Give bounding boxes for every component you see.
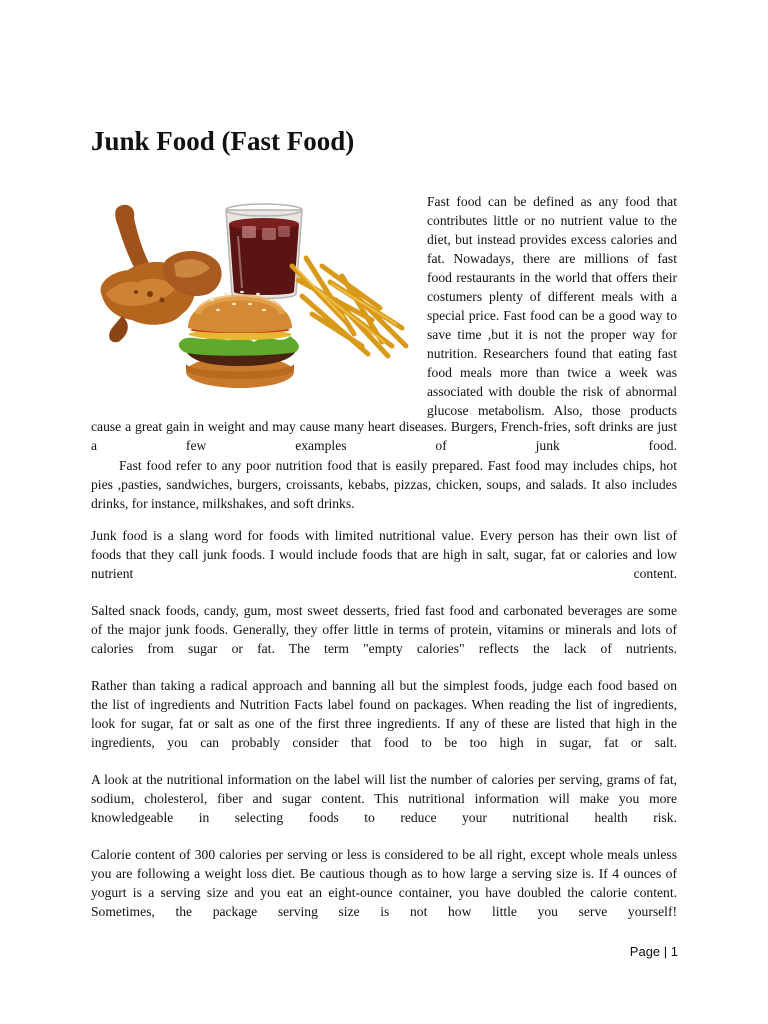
text-line: sodium, cholesterol, fiber and sugar content. This nutritional information will make you more [91,791,677,806]
text-line: knowledgeable in selecting foods to reduce your nutritional health risk. [91,810,677,825]
text-line: drinks, for instance, milkshakes, and soft drinks. [91,496,355,511]
page-number: Page | 1 [629,944,678,959]
text-line: diet, but instead provides excess calories and [427,232,677,247]
text-line: Salted snack foods, candy, gum, most sweet desserts, fried fast food and carbonated beverages are some [91,603,677,618]
text-line: associated with double the risk of abnormal [427,384,677,399]
text-line: yogurt is a serving size and you eat an eight-ounce container, you have doubled the calorie content. [91,885,677,900]
text-line: foods that they call junk foods. I would include foods that are high in salt, sugar, fat or calories and low [91,547,677,562]
cola-glass-icon [226,204,302,299]
text-line: pies ,pasties, sandwiches, burgers, croissants, kebabs, pizzas, chicken, soups, and salads. It also includes [91,477,677,492]
text-line: nutrition. Researchers found that eating fast [427,346,677,361]
text-line: glucose metabolism. Also, those products [427,403,677,418]
french-fries-icon [292,258,406,356]
text-line: Fast food can be defined as any food that [427,194,677,209]
text-line: Sometimes, the package serving size is not how little you serve yourself! [91,904,677,919]
fast-food-illustration [92,196,414,396]
text-line: calories from sugar or fat. The term "empty calories" reflects the lack of nutrients. [91,641,677,656]
text-line: nutrient content. [91,566,677,581]
text-line: of the major junk foods. Generally, they offer little in terms of protein, vitamins or minerals and lots of [91,622,677,637]
text-line: food meals more than twice a week was [427,365,677,380]
text-line: A look at the nutritional information on the label will list the number of calories per serving, grams of fat, [91,772,677,787]
text-line: a few examples of junk food. [91,438,677,453]
text-line: save time ,but it is not the proper way for [427,327,677,342]
text-line: Fast food refer to any poor nutrition food that is easily prepared. Fast food may includes chips, hot [119,458,677,473]
text-line: special price. Fast food can be a good way to [427,308,677,323]
text-line: Rather than taking a radical approach and banning all but the simplest foods, judge each food based on [91,678,677,693]
text-line: the list of ingredients and Nutrition Facts label found on packages. When reading the list of ingredients, [91,697,677,712]
text-line: contributes little or no nutrient value to the [427,213,677,228]
text-line: Calorie content of 300 calories per serving or less is considered to be all right, except whole meals unless [91,847,677,862]
text-line: costumers plenty of different meals with a [427,289,677,304]
text-line: cause a great gain in weight and may cause many heart diseases. Burgers, French-fries, soft drinks are just [91,419,677,434]
text-line: fat. Nowadays, there are millions of fast [427,251,677,266]
text-line: you are following a weight loss diet. Be cautious though as to how large a serving size is. If 4 ounces of [91,866,677,881]
text-line: look for sugar, fat or salt as one of the first three ingredients. If any of these are listed that high in the [91,716,677,731]
burger-icon [179,291,299,388]
text-line: food restaurants in the world that offers their [427,270,677,285]
text-line: Junk food is a slang word for foods with limited nutritional value. Every person has their own list of [91,528,677,543]
text-line: ingredients, you can probably consider that food to be too high in sugar, fat or salt. [91,735,677,750]
page-title: Junk Food (Fast Food) [91,126,355,156]
